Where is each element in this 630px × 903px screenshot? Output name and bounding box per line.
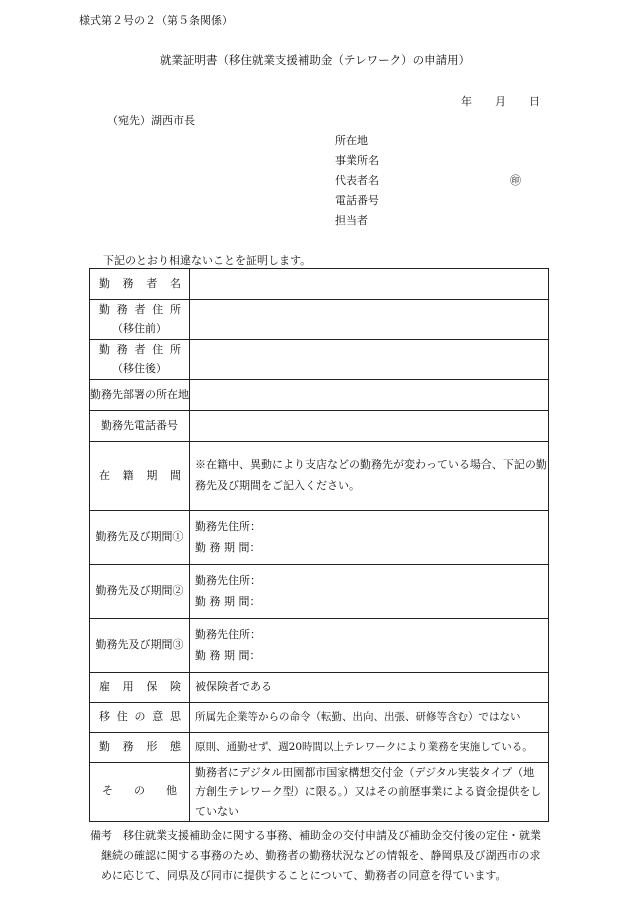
- label-char: 務: [116, 303, 128, 317]
- row-office-location: [90, 380, 549, 411]
- issuer-phone-label: 電話番号: [335, 194, 379, 207]
- label-char: 移: [99, 710, 110, 724]
- label-char: 者: [134, 343, 146, 357]
- label-char: 雇: [99, 680, 110, 694]
- row-worker-name: [90, 269, 549, 300]
- label-char: 在: [99, 468, 110, 482]
- employment-insurance-value: 被保険者である: [190, 673, 549, 703]
- label-char: 住: [152, 343, 164, 357]
- workplace-address-label: 勤務先住所：: [195, 627, 261, 641]
- addressee: （宛先）湖西市長: [107, 114, 195, 127]
- label-char: の: [134, 710, 146, 724]
- other-value: 勤務者にデジタル田園都市国家構想交付金（デジタル実装タイプ（地方創生テレワーク型）に限る。）又はその前歴事業による資金提供をしていない: [190, 763, 549, 822]
- work-period-label: 勤 務 期 間：: [195, 648, 261, 662]
- address-before-field[interactable]: [190, 300, 549, 340]
- issuer-company-label: 事業所名: [335, 154, 379, 167]
- row-address-before: [90, 300, 549, 340]
- issuer-person-label: 担当者: [335, 214, 368, 227]
- remarks-line-1: [90, 826, 560, 846]
- enrollment-note: ※在籍中、異動により支店などの勤務先が変わっている場合、下記の勤務先及び期間をご記入ください。: [190, 442, 549, 511]
- label-char: 者: [146, 276, 158, 290]
- row-office-phone: [90, 411, 549, 442]
- label-char: 名: [169, 276, 181, 290]
- label-char: 所: [170, 303, 181, 317]
- certification-statement: 下記のとおり相違ないことを証明します。: [103, 254, 312, 267]
- issuer-representative-label: 代表者名: [335, 174, 379, 187]
- label-char: 籍: [122, 468, 134, 482]
- label-char: 住: [152, 303, 164, 317]
- label-char: 所: [170, 343, 181, 357]
- intent-value: 所属先企業等からの命令（転勤、出向、出張、研修等含む）ではない: [190, 703, 549, 733]
- workplace-address-label: 勤務先住所：: [195, 519, 261, 533]
- worker-address-before-label: [90, 300, 190, 340]
- date-line: [461, 93, 540, 109]
- label-char: 務: [122, 276, 134, 290]
- office-phone-field[interactable]: [190, 411, 549, 442]
- enrollment-label: [90, 442, 190, 511]
- spread-text: [90, 274, 189, 295]
- issuer-address-label: 所在地: [335, 134, 368, 147]
- spread-text: [90, 466, 189, 487]
- after-move-label: （移住後）: [112, 361, 167, 375]
- seal-mark: ㊞: [510, 174, 521, 187]
- label-char: 用: [122, 680, 134, 694]
- remarks-line-3: めに応じて、同県及び同市に提供することについて、勤務者の同意を得ています。: [101, 869, 507, 882]
- office-location-label: 勤務先部署の所在地: [90, 380, 190, 411]
- label-char: 思: [170, 710, 181, 724]
- label-char: 務: [122, 740, 134, 754]
- office-location-field[interactable]: [190, 380, 549, 411]
- label-char: 形: [146, 740, 158, 754]
- period1-field[interactable]: [190, 511, 549, 565]
- certificate-table: [89, 268, 549, 822]
- label-char: 勤: [99, 303, 110, 317]
- label-char: 勤: [99, 343, 110, 357]
- label-char: 保: [146, 680, 158, 694]
- remarks-line-2: 継続の確認に関する事務のため、勤務者の勤務状況などの情報を、静岡県及び湖西市の求: [101, 849, 541, 862]
- label-char: 務: [116, 343, 128, 357]
- other-label: [90, 763, 190, 822]
- document-title: 就業証明書（移住就業支援補助金（テレワーク）の申請用）: [159, 53, 471, 67]
- label-char: 意: [152, 710, 164, 724]
- work-style-label: [90, 733, 190, 763]
- period2-label: 勤務先及び期間②: [90, 565, 190, 619]
- label-char: 住: [116, 710, 128, 724]
- label-char: 者: [134, 303, 146, 317]
- label-char: 期: [146, 468, 158, 482]
- row-work-style: [90, 733, 549, 763]
- label-char: 態: [169, 740, 181, 754]
- remarks-label: 備考: [90, 829, 112, 842]
- before-move-label: （移住前）: [112, 321, 167, 335]
- work-period-label: 勤 務 期 間：: [195, 594, 261, 608]
- spread-text: [90, 737, 189, 758]
- spread-text: [90, 301, 189, 319]
- worker-name-field[interactable]: [190, 269, 549, 300]
- row-intent: [90, 703, 549, 733]
- work-period-label: 勤 務 期 間：: [195, 540, 261, 554]
- spread-text: [90, 781, 189, 802]
- row-address-after: [90, 340, 549, 380]
- label-char: 間: [169, 468, 181, 482]
- label-char: 険: [169, 680, 181, 694]
- work-style-value: 原則、通勤せず、週20時間以上テレワークにより業務を実施している。: [190, 733, 549, 763]
- remarks-text-1: 移住就業支援補助金に関する事務、補助金の交付申請及び補助金交付後の定住・就業: [123, 829, 541, 842]
- label-char: 勤: [99, 740, 110, 754]
- row-period-1: [90, 511, 549, 565]
- date-year: 年: [461, 95, 472, 108]
- label-char: の: [134, 784, 145, 798]
- spread-text: [90, 677, 189, 698]
- office-phone-label: 勤務先電話番号: [90, 411, 190, 442]
- remarks: [90, 826, 560, 886]
- address-after-field[interactable]: [190, 340, 549, 380]
- row-employment-insurance: [90, 673, 549, 703]
- row-other: [90, 763, 549, 822]
- date-day: 日: [529, 95, 540, 108]
- employment-insurance-label: [90, 673, 190, 703]
- spread-text: [90, 341, 189, 359]
- form-number: 様式第２号の２（第５条関係）: [79, 14, 233, 27]
- period3-field[interactable]: [190, 619, 549, 673]
- row-enrollment: [90, 442, 549, 511]
- row-period-3: [90, 619, 549, 673]
- row-period-2: [90, 565, 549, 619]
- date-month: 月: [495, 95, 506, 108]
- intent-label: [90, 703, 190, 733]
- spread-text: [90, 707, 189, 728]
- label-char: 勤: [99, 276, 110, 290]
- period2-field[interactable]: [190, 565, 549, 619]
- worker-address-after-label: [90, 340, 190, 380]
- period3-label: 勤務先及び期間③: [90, 619, 190, 673]
- label-char: 他: [166, 784, 177, 798]
- label-char: そ: [102, 784, 113, 798]
- period1-label: 勤務先及び期間①: [90, 511, 190, 565]
- worker-name-label: [90, 269, 190, 300]
- workplace-address-label: 勤務先住所：: [195, 573, 261, 587]
